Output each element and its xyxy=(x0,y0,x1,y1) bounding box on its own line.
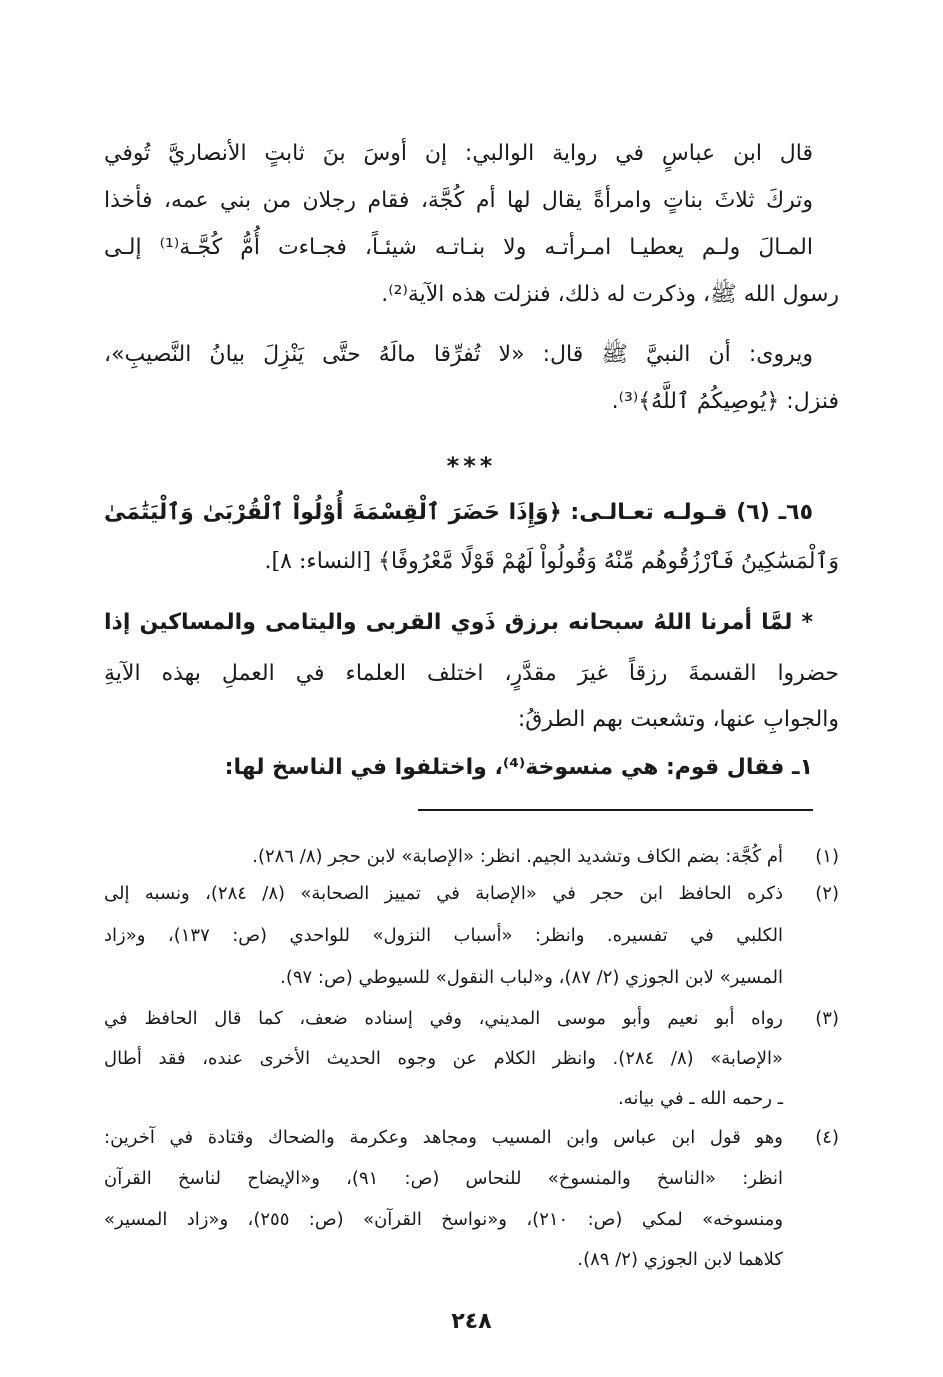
footnote-4-line-2: انظر: «الناسخ والمنسوخ» للنحاس (ص: ٩١)، و«الإيضاح لناسخ القرآن xyxy=(104,1168,783,1189)
footnote-2-line-1: ذكره الحافظ ابن حجر في «الإصابة في تمييز الصحابة» (٨/ ٢٨٤)، ونسبه إلى xyxy=(104,883,783,904)
footnote-4-number: (٤) xyxy=(815,1127,839,1148)
footnote-2-line-2: الكلبي في تفسيره. وانظر: «أسباب النزول» للواحدي (ص: ١٣٧)، و«زاد xyxy=(104,925,784,946)
footnote-4-line-1: وهو قول ابن عباس وابن المسيب ومجاهد وعكرمة والضحاك وقتادة في آخرين: xyxy=(104,1127,783,1148)
paragraph3-line-2: حضروا القسمةَ رزقاً غيرَ مقدَّرٍ، اختلف العلماء في العملِ بهذه الآيةِ xyxy=(104,661,839,686)
footnote-1-line-1: أم كُجَّة: بضم الكاف وتشديد الجيم. انظر: «الإصابة» لابن حجر (٨/ ٢٨٦). xyxy=(252,846,783,867)
footnote-1-number: (١) xyxy=(815,846,839,867)
footnote-4-line-3: ومنسوخه» لمكي (ص: ٢١٠)، و«نواسخ القرآن» (ص: ٢٥٥)، و«زاد المسير» xyxy=(104,1209,784,1230)
paragraph2-line-2: فنزل: ﴿يُوصِيكُمُ ٱللَّهُ﴾⁽³⁾. xyxy=(611,389,839,414)
section65-line-2: وَٱلْمَسَٰكِينُ فَٱرْزُقُوهُم مِّنْهُ وَقُولُواْ لَهُمْ قَوْلًا مَّعْرُوفًا﴾ [النساء: ٨]. xyxy=(264,549,839,574)
paragraph3-line-3: والجوابِ عنها، وتشعبت بهم الطرقُ: xyxy=(517,707,839,732)
footnote-3-number: (٣) xyxy=(815,1008,839,1029)
paragraph1-line-1: قال ابن عباسٍ في رواية الوالبي: إن أوسَ بنَ ثابتٍ الأنصاريَّ تُوفي xyxy=(104,141,813,166)
footnote-2-number: (٢) xyxy=(815,883,839,904)
footnote-3-line-3: ـ رحمه الله ـ في بيانه. xyxy=(617,1088,783,1109)
paragraph1-line-2: وتركَ ثلاثَ بناتٍ وامرأةً يقال لها أم كُجَّة، فقام رجلان من بني عمه، فأخذا xyxy=(104,188,813,213)
paragraph1-line-3: المـالَ ولـم يعطيـا امـرأتـه ولا بنـاتـه شيئـاً، فجـاءت أُمُّ كُجَّـة⁽¹⁾ إلـى xyxy=(104,235,813,260)
paragraph2-line-1: ويروى: أن النبيَّ ﷺ قال: «لا تُفرِّقا مالَهُ حتَّى يَنْزِلَ بيانُ النَّصيبِ»، xyxy=(104,342,813,367)
page-number: ٢٤٨ xyxy=(451,1309,492,1334)
footnote-4-line-4: كلاهما لابن الجوزي (٢/ ٨٩). xyxy=(577,1249,783,1270)
footnote-2-line-3: المسير» لابن الجوزي (٢/ ٨٧)، و«لباب النقول» للسيوطي (ص: ٩٧). xyxy=(280,967,783,988)
paragraph1-line-4: رسول الله ﷺ، وذكرت له ذلك، فنزلت هذه الآية⁽²⁾. xyxy=(381,282,839,307)
paragraph4-line-1: ١ـ فقال قوم: هي منسوخة⁽⁴⁾، واختلفوا في الناسخ لها: xyxy=(224,755,813,780)
footnote-separator xyxy=(418,809,813,811)
footnote-3-line-2: «الإصابة» (٨/ ٢٨٤). وانظر الكلام عن وجوه الحديث الأخرى عنده، فقد أطال xyxy=(104,1048,783,1069)
section-separator-stars: *** xyxy=(446,452,497,480)
footnote-3-line-1: رواه أبو نعيم وأبو موسى المديني، وفي إسناده ضعف، كما قال الحافظ في xyxy=(104,1008,783,1029)
paragraph3-line-1: * لمَّا أمرنا اللهُ سبحانه برزق ذَوي القربى واليتامى والمساكين إذا xyxy=(104,610,813,635)
section65-line-1: ٦٥ـ (٦) قـولـه تعـالـى: ﴿وَإِذَا حَضَرَ ٱلْقِسْمَةَ أُوْلُواْ ٱلْقُرْبَىٰ وَٱلْيَتَٰمَىٰ xyxy=(104,500,813,525)
